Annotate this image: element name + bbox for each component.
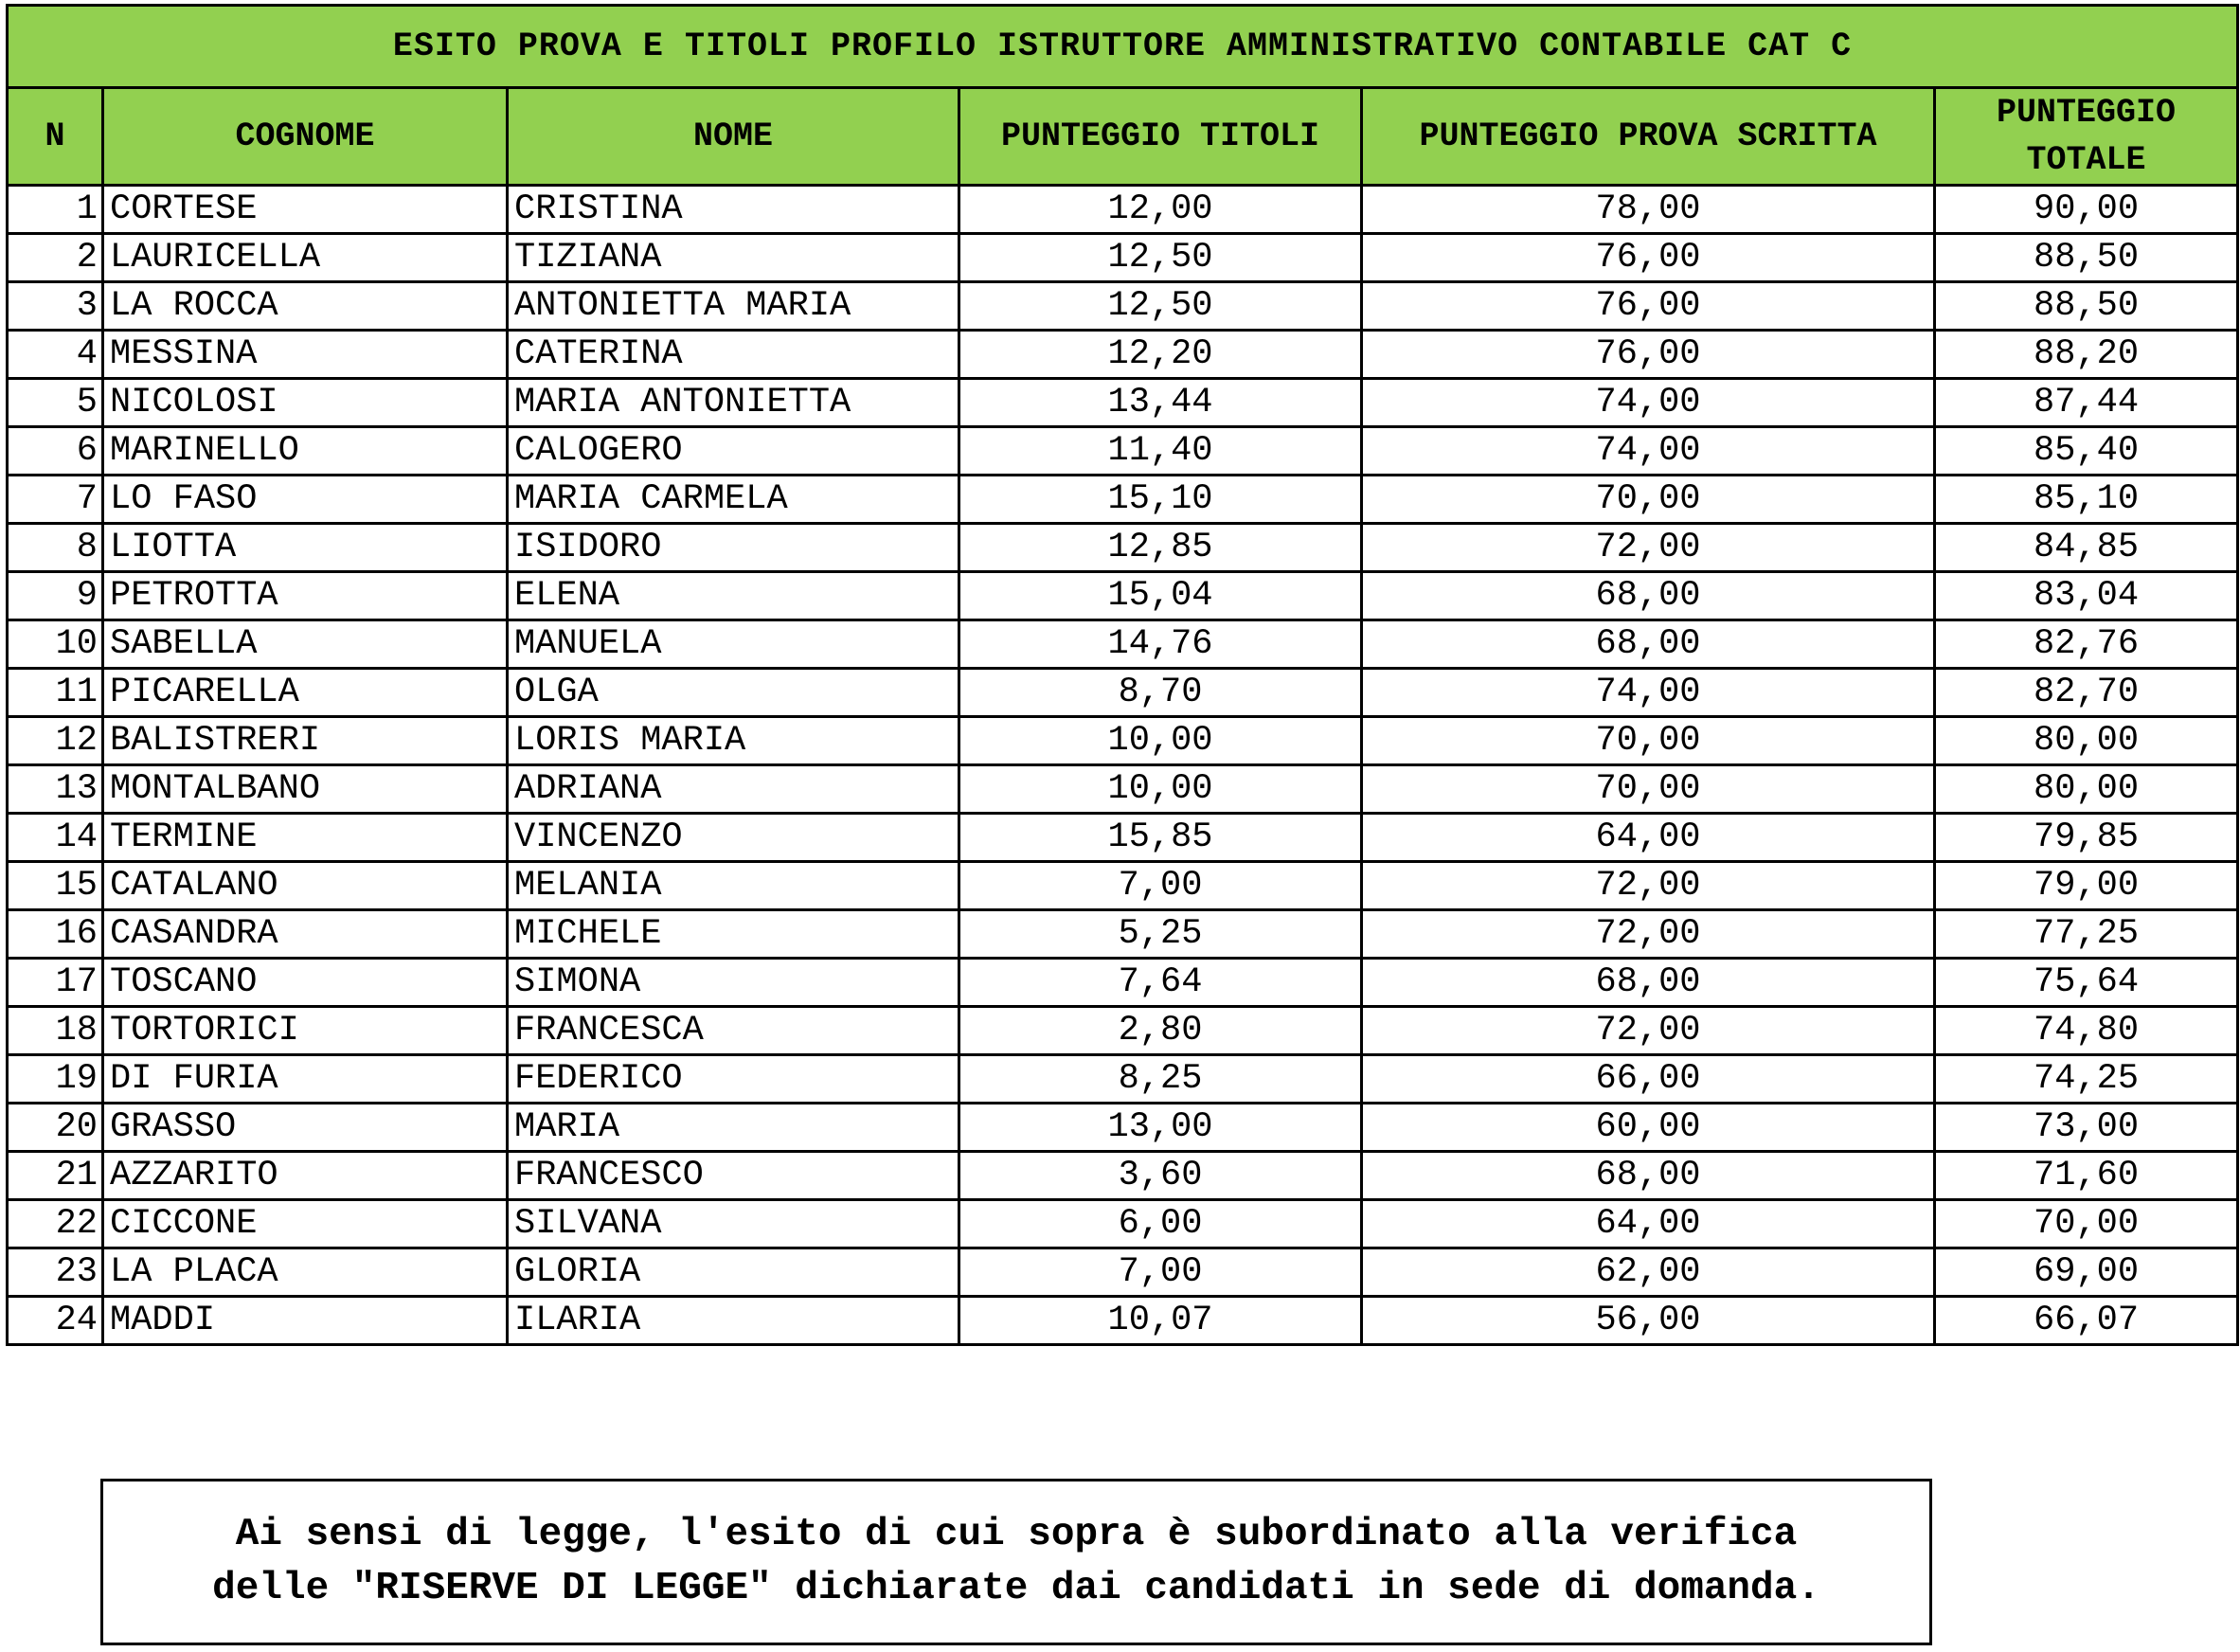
table-row [8, 1248, 2238, 1297]
cell-cognome: DI FURIA [103, 1055, 508, 1104]
cell-cognome: LA PLACA [103, 1248, 508, 1297]
cell-punteggio-totale: 71,60 [1935, 1152, 2238, 1200]
cell-punteggio-prova: 60,00 [1362, 1104, 1935, 1152]
cell-punteggio-prova: 68,00 [1362, 620, 1935, 669]
cell-nome: LORIS MARIA [508, 717, 959, 765]
cell-punteggio-titoli: 12,00 [959, 186, 1362, 234]
table-row [8, 1055, 2238, 1104]
cell-n: 22 [8, 1200, 103, 1248]
cell-punteggio-prova: 64,00 [1362, 814, 1935, 862]
cell-cognome: AZZARITO [103, 1152, 508, 1200]
table-row [8, 1297, 2238, 1345]
cell-cognome: LIOTTA [103, 524, 508, 572]
cell-nome: OLGA [508, 669, 959, 717]
cell-punteggio-titoli: 6,00 [959, 1200, 1362, 1248]
cell-n: 19 [8, 1055, 103, 1104]
cell-n: 15 [8, 862, 103, 910]
cell-cognome: MADDI [103, 1297, 508, 1345]
cell-cognome: TORTORICI [103, 1007, 508, 1055]
cell-punteggio-titoli: 10,00 [959, 717, 1362, 765]
cell-n: 3 [8, 282, 103, 331]
cell-punteggio-totale: 84,85 [1935, 524, 2238, 572]
cell-punteggio-totale: 85,10 [1935, 476, 2238, 524]
header-nome: NOME [508, 88, 959, 186]
cell-punteggio-totale: 79,00 [1935, 862, 2238, 910]
cell-punteggio-titoli: 3,60 [959, 1152, 1362, 1200]
cell-nome: ELENA [508, 572, 959, 620]
cell-punteggio-prova: 68,00 [1362, 572, 1935, 620]
table-row [8, 427, 2238, 476]
results-table [6, 4, 2239, 1346]
cell-punteggio-totale: 74,80 [1935, 1007, 2238, 1055]
cell-n: 23 [8, 1248, 103, 1297]
table-row [8, 862, 2238, 910]
cell-n: 18 [8, 1007, 103, 1055]
cell-punteggio-titoli: 11,40 [959, 427, 1362, 476]
cell-punteggio-prova: 74,00 [1362, 379, 1935, 427]
cell-nome: VINCENZO [508, 814, 959, 862]
header-punteggio-prova-scritta: PUNTEGGIO PROVA SCRITTA [1362, 88, 1935, 186]
header-row [8, 88, 2238, 186]
cell-n: 6 [8, 427, 103, 476]
cell-punteggio-prova: 72,00 [1362, 524, 1935, 572]
header-cognome: COGNOME [103, 88, 508, 186]
cell-punteggio-prova: 70,00 [1362, 476, 1935, 524]
cell-punteggio-titoli: 10,00 [959, 765, 1362, 814]
cell-n: 21 [8, 1152, 103, 1200]
cell-punteggio-totale: 83,04 [1935, 572, 2238, 620]
cell-cognome: CATALANO [103, 862, 508, 910]
title-row [8, 6, 2238, 88]
legal-note-box [100, 1479, 1932, 1645]
cell-punteggio-totale: 70,00 [1935, 1200, 2238, 1248]
cell-punteggio-prova: 62,00 [1362, 1248, 1935, 1297]
cell-punteggio-titoli: 10,07 [959, 1297, 1362, 1345]
cell-cognome: MESSINA [103, 331, 508, 379]
cell-nome: SIMONA [508, 959, 959, 1007]
table-row [8, 186, 2238, 234]
table-row [8, 476, 2238, 524]
cell-cognome: MONTALBANO [103, 765, 508, 814]
legal-note-line-1: Ai sensi di legge, l'esito di cui sopra è subordinato alla verifica [235, 1513, 1798, 1556]
cell-n: 8 [8, 524, 103, 572]
cell-nome: MARIA [508, 1104, 959, 1152]
table-row [8, 234, 2238, 282]
cell-punteggio-totale: 79,85 [1935, 814, 2238, 862]
table-row [8, 331, 2238, 379]
table-row [8, 717, 2238, 765]
cell-nome: MARIA ANTONIETTA [508, 379, 959, 427]
cell-cognome: NICOLOSI [103, 379, 508, 427]
cell-nome: CALOGERO [508, 427, 959, 476]
cell-n: 1 [8, 186, 103, 234]
cell-punteggio-totale: 88,20 [1935, 331, 2238, 379]
cell-nome: CRISTINA [508, 186, 959, 234]
cell-nome: ANTONIETTA MARIA [508, 282, 959, 331]
cell-nome: MARIA CARMELA [508, 476, 959, 524]
cell-n: 13 [8, 765, 103, 814]
cell-punteggio-prova: 70,00 [1362, 717, 1935, 765]
cell-punteggio-titoli: 8,25 [959, 1055, 1362, 1104]
cell-cognome: MARINELLO [103, 427, 508, 476]
cell-cognome: LA ROCCA [103, 282, 508, 331]
cell-punteggio-totale: 74,25 [1935, 1055, 2238, 1104]
table-row [8, 524, 2238, 572]
cell-punteggio-totale: 82,70 [1935, 669, 2238, 717]
table-row [8, 379, 2238, 427]
cell-punteggio-prova: 76,00 [1362, 234, 1935, 282]
cell-nome: FEDERICO [508, 1055, 959, 1104]
cell-punteggio-totale: 69,00 [1935, 1248, 2238, 1297]
table-row [8, 1104, 2238, 1152]
cell-n: 12 [8, 717, 103, 765]
cell-cognome: SABELLA [103, 620, 508, 669]
cell-punteggio-totale: 85,40 [1935, 427, 2238, 476]
cell-punteggio-totale: 75,64 [1935, 959, 2238, 1007]
legal-note-line-2: delle "RISERVE DI LEGGE" dichiarate dai candidati in sede di domanda. [212, 1567, 1820, 1610]
cell-punteggio-titoli: 14,76 [959, 620, 1362, 669]
table-row [8, 669, 2238, 717]
header-punteggio-titoli: PUNTEGGIO TITOLI [959, 88, 1362, 186]
table-row [8, 765, 2238, 814]
cell-cognome: CICCONE [103, 1200, 508, 1248]
header-n: N [8, 88, 103, 186]
cell-cognome: LO FASO [103, 476, 508, 524]
cell-punteggio-titoli: 13,44 [959, 379, 1362, 427]
cell-nome: TIZIANA [508, 234, 959, 282]
table-row [8, 910, 2238, 959]
cell-punteggio-totale: 87,44 [1935, 379, 2238, 427]
cell-punteggio-prova: 72,00 [1362, 910, 1935, 959]
cell-cognome: CASANDRA [103, 910, 508, 959]
cell-punteggio-prova: 70,00 [1362, 765, 1935, 814]
cell-punteggio-totale: 77,25 [1935, 910, 2238, 959]
table-row [8, 620, 2238, 669]
cell-n: 10 [8, 620, 103, 669]
cell-punteggio-totale: 88,50 [1935, 234, 2238, 282]
cell-punteggio-prova: 68,00 [1362, 1152, 1935, 1200]
cell-punteggio-prova: 64,00 [1362, 1200, 1935, 1248]
cell-nome: ILARIA [508, 1297, 959, 1345]
cell-nome: MICHELE [508, 910, 959, 959]
cell-punteggio-titoli: 7,00 [959, 862, 1362, 910]
cell-punteggio-prova: 76,00 [1362, 331, 1935, 379]
cell-n: 16 [8, 910, 103, 959]
cell-punteggio-totale: 88,50 [1935, 282, 2238, 331]
cell-punteggio-prova: 68,00 [1362, 959, 1935, 1007]
cell-nome: ADRIANA [508, 765, 959, 814]
cell-punteggio-titoli: 13,00 [959, 1104, 1362, 1152]
cell-punteggio-titoli: 7,00 [959, 1248, 1362, 1297]
cell-punteggio-totale: 90,00 [1935, 186, 2238, 234]
cell-cognome: GRASSO [103, 1104, 508, 1152]
cell-punteggio-prova: 56,00 [1362, 1297, 1935, 1345]
cell-punteggio-titoli: 15,85 [959, 814, 1362, 862]
cell-punteggio-titoli: 12,20 [959, 331, 1362, 379]
cell-punteggio-titoli: 12,85 [959, 524, 1362, 572]
cell-cognome: CORTESE [103, 186, 508, 234]
table-row [8, 959, 2238, 1007]
cell-punteggio-prova: 72,00 [1362, 1007, 1935, 1055]
cell-n: 4 [8, 331, 103, 379]
cell-n: 7 [8, 476, 103, 524]
header-punteggio-totale: PUNTEGGIO TOTALE [1935, 88, 2238, 186]
cell-punteggio-prova: 76,00 [1362, 282, 1935, 331]
cell-punteggio-totale: 80,00 [1935, 717, 2238, 765]
cell-punteggio-titoli: 7,64 [959, 959, 1362, 1007]
cell-punteggio-titoli: 12,50 [959, 282, 1362, 331]
cell-n: 14 [8, 814, 103, 862]
cell-punteggio-prova: 72,00 [1362, 862, 1935, 910]
cell-punteggio-titoli: 15,04 [959, 572, 1362, 620]
cell-punteggio-totale: 80,00 [1935, 765, 2238, 814]
cell-punteggio-totale: 73,00 [1935, 1104, 2238, 1152]
cell-nome: FRANCESCA [508, 1007, 959, 1055]
cell-nome: ISIDORO [508, 524, 959, 572]
cell-punteggio-totale: 66,07 [1935, 1297, 2238, 1345]
cell-punteggio-prova: 78,00 [1362, 186, 1935, 234]
cell-n: 11 [8, 669, 103, 717]
table-row [8, 814, 2238, 862]
cell-punteggio-totale: 82,76 [1935, 620, 2238, 669]
cell-punteggio-titoli: 5,25 [959, 910, 1362, 959]
table-title: ESITO PROVA E TITOLI PROFILO ISTRUTTORE AMMINISTRATIVO CONTABILE CAT C [8, 6, 2238, 88]
cell-nome: CATERINA [508, 331, 959, 379]
table-row [8, 282, 2238, 331]
cell-punteggio-titoli: 8,70 [959, 669, 1362, 717]
cell-n: 2 [8, 234, 103, 282]
cell-punteggio-prova: 66,00 [1362, 1055, 1935, 1104]
cell-n: 5 [8, 379, 103, 427]
cell-nome: GLORIA [508, 1248, 959, 1297]
cell-n: 20 [8, 1104, 103, 1152]
cell-cognome: BALISTRERI [103, 717, 508, 765]
cell-n: 9 [8, 572, 103, 620]
table-body [8, 186, 2238, 1345]
cell-punteggio-prova: 74,00 [1362, 427, 1935, 476]
table-row [8, 1200, 2238, 1248]
cell-punteggio-titoli: 2,80 [959, 1007, 1362, 1055]
cell-punteggio-titoli: 15,10 [959, 476, 1362, 524]
cell-cognome: PETROTTA [103, 572, 508, 620]
cell-nome: FRANCESCO [508, 1152, 959, 1200]
table-row [8, 572, 2238, 620]
cell-cognome: TERMINE [103, 814, 508, 862]
cell-n: 24 [8, 1297, 103, 1345]
cell-cognome: PICARELLA [103, 669, 508, 717]
cell-n: 17 [8, 959, 103, 1007]
table-row [8, 1152, 2238, 1200]
cell-nome: MELANIA [508, 862, 959, 910]
table-row [8, 1007, 2238, 1055]
cell-nome: SILVANA [508, 1200, 959, 1248]
cell-nome: MANUELA [508, 620, 959, 669]
cell-punteggio-prova: 74,00 [1362, 669, 1935, 717]
cell-cognome: TOSCANO [103, 959, 508, 1007]
cell-punteggio-titoli: 12,50 [959, 234, 1362, 282]
cell-cognome: LAURICELLA [103, 234, 508, 282]
